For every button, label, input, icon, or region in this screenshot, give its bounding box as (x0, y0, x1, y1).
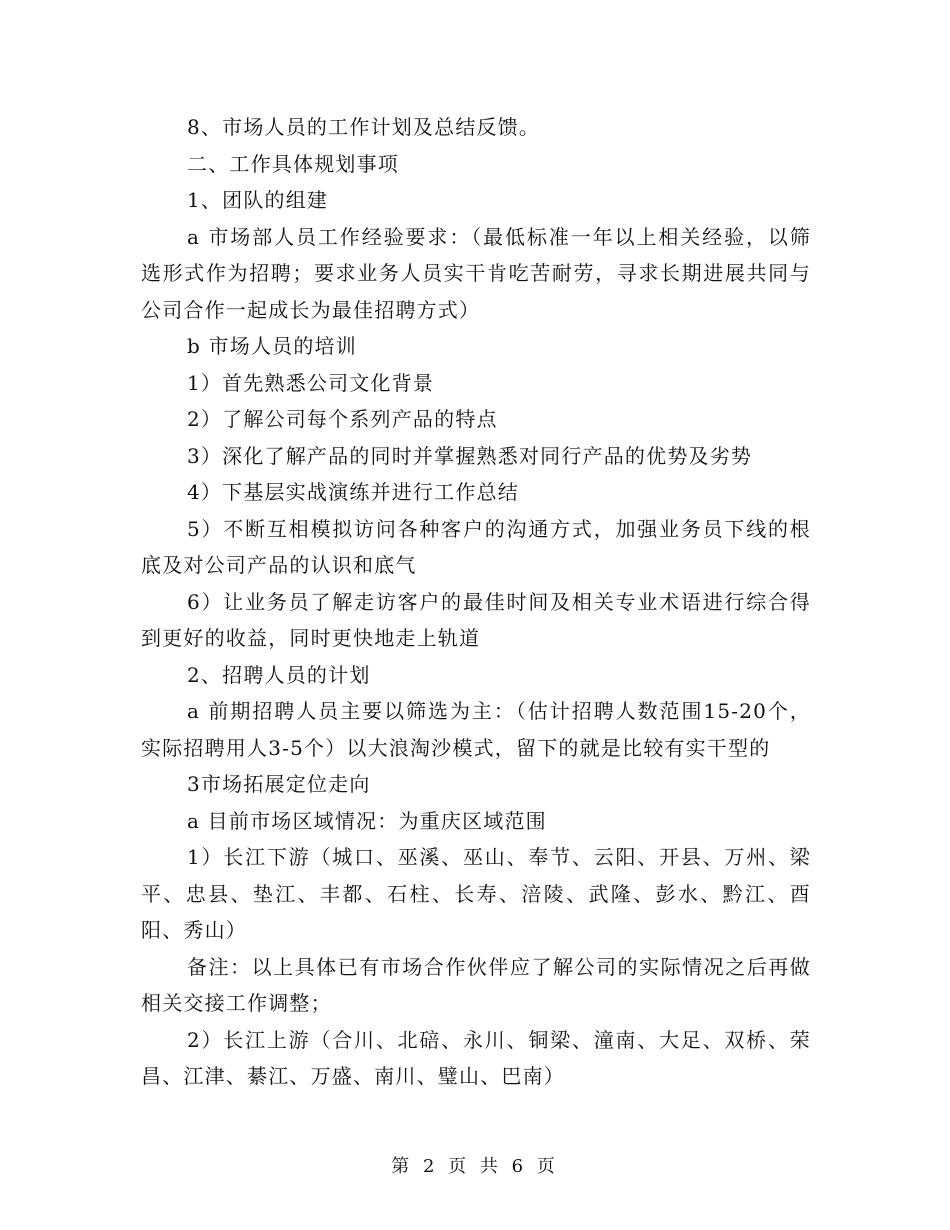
subsection-heading: 3市场拓展定位走向 (187, 772, 371, 796)
list-item: 4）下基层实战演练并进行工作总结 (187, 480, 519, 504)
list-item: 6）让业务员了解走访客户的最佳时间及相关专业术语进行综合得到更好的收益，同时更快地走上轨道 (141, 589, 811, 650)
paragraph: a 目前市场区域情况：为重庆区域范围 (187, 808, 547, 833)
paragraph: a 前期招聘人员主要以筛选为主：（估计招聘人数范围15-20个，实际招聘用人3-5个）以大浪淘沙模式，留下的就是比较有实干型的 (141, 699, 811, 760)
subsection-heading: b 市场人员的培训 (187, 334, 357, 358)
page-number-footer: 第 2 页 共 6 页 (391, 1156, 559, 1177)
subsection-heading: 2、招聘人员的计划 (187, 662, 371, 687)
paragraph: 8、市场人员的工作计划及总结反馈。 (187, 115, 541, 139)
section-heading: 二、工作具体规划事项 (187, 151, 399, 176)
list-item: 5）不断互相模拟访问各种客户的沟通方式，加强业务员下线的根底及对公司产品的认识和底气 (141, 516, 811, 577)
list-item: 2）长江上游（合川、北碚、永川、铜梁、潼南、大足、双桥、荣昌、江津、綦江、万盛、南川、璧山、巴南） (141, 1027, 811, 1088)
note-paragraph: 备注：以上具体已有市场合作伙伴应了解公司的实际情况之后再做相关交接工作调整； (141, 954, 811, 1015)
list-item: 2）了解公司每个系列产品的特点 (187, 407, 498, 431)
list-item: 3）深化了解产品的同时并掌握熟悉对同行产品的优势及劣势 (187, 443, 753, 468)
subsection-heading: 1、团队的组建 (187, 188, 329, 212)
list-item: 1）长江下游（城口、巫溪、巫山、奉节、云阳、开县、万州、梁平、忠县、垫江、丰都、石柱、长寿、涪陵、武隆、彭水、黔江、酉阳、秀山） (141, 845, 811, 942)
paragraph: a 市场部人员工作经验要求：（最低标准一年以上相关经验，以筛选形式作为招聘；要求业务人员实干肯吃苦耐劳，寻求长期进展共同与公司合作一起成长为最佳招聘方式） (141, 224, 811, 322)
list-item: 1）首先熟悉公司文化背景 (187, 370, 435, 395)
document-body (141, 109, 811, 1095)
